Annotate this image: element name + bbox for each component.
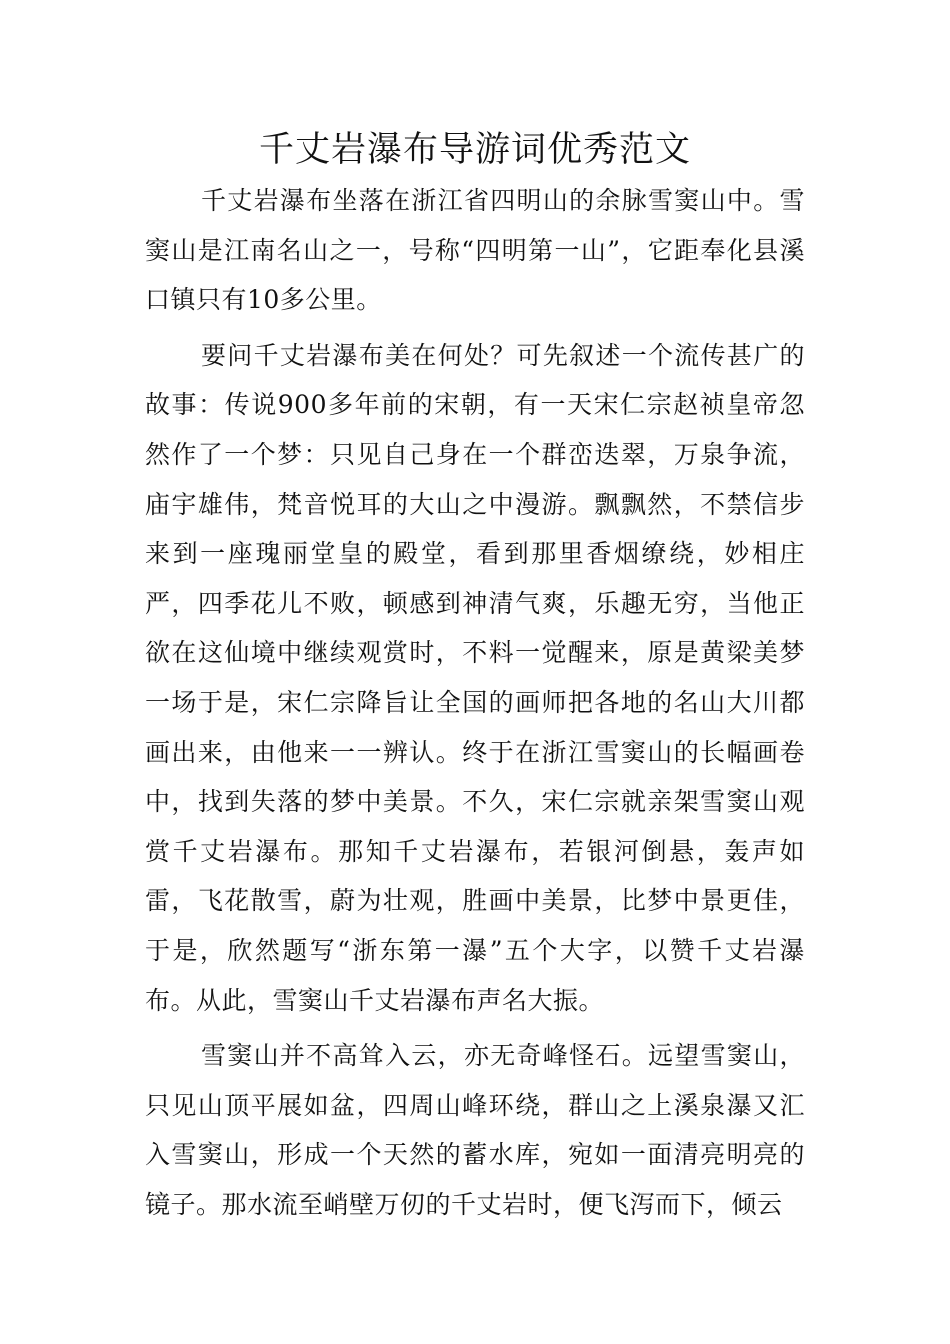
document-body <box>145 176 805 1235</box>
document-title: 千丈岩瀑布导游词优秀范文 <box>258 130 691 170</box>
paragraph-intro: 千丈岩瀑布坐落在浙江省四明山的余脉雪窦山中。雪窦山是江南名山之一，号称“四明第一山”，它距奉化县溪口镇只有10多公里。 <box>145 186 805 315</box>
paragraph-scenery: 雪窦山并不高耸入云，亦无奇峰怪石。远望雪窦山，只见山顶平展如盆，四周山峰环绕，群山之上溪泉瀑又汇入雪窦山，形成一个天然的蓄水库，宛如一面清亮明亮的镜子。那水流至峭壁万仞的千丈岩时，便飞泻而下，倾云 <box>145 1041 805 1219</box>
paragraph-legend: 要问千丈岩瀑布美在何处？可先叙述一个流传甚广的故事：传说900多年前的宋朝，有一天宋仁宗赵祯皇帝忽然作了一个梦：只见自己身在一个群峦迭翠，万泉争流，庙宇雄伟，梵音悦耳的大山之中漫游。飘飘然，不禁信步来到一座瑰丽堂皇的殿堂，看到那里香烟缭绕，妙相庄严，四季花儿不败，顿感到神清气爽，乐趣无穷，当他正欲在这仙境中继续观赏时，不料一觉醒来，原是黄梁美梦一场于是，宋仁宗降旨让全国的画师把各地的名山大川都画出来，由他来一一辨认。终于在浙江雪窦山的长幅画卷中，找到失落的梦中美景。不久，宋仁宗就亲架雪窦山观赏千丈岩瀑布。那知千丈岩瀑布，若银河倒悬，轰声如雷，飞花散雪，蔚为壮观，胜画中美景，比梦中景更佳，于是，欣然题写“浙东第一瀑”五个大字，以赞千丈岩瀑布。从此，雪窦山千丈岩瀑布声名大振。 <box>145 340 805 1015</box>
